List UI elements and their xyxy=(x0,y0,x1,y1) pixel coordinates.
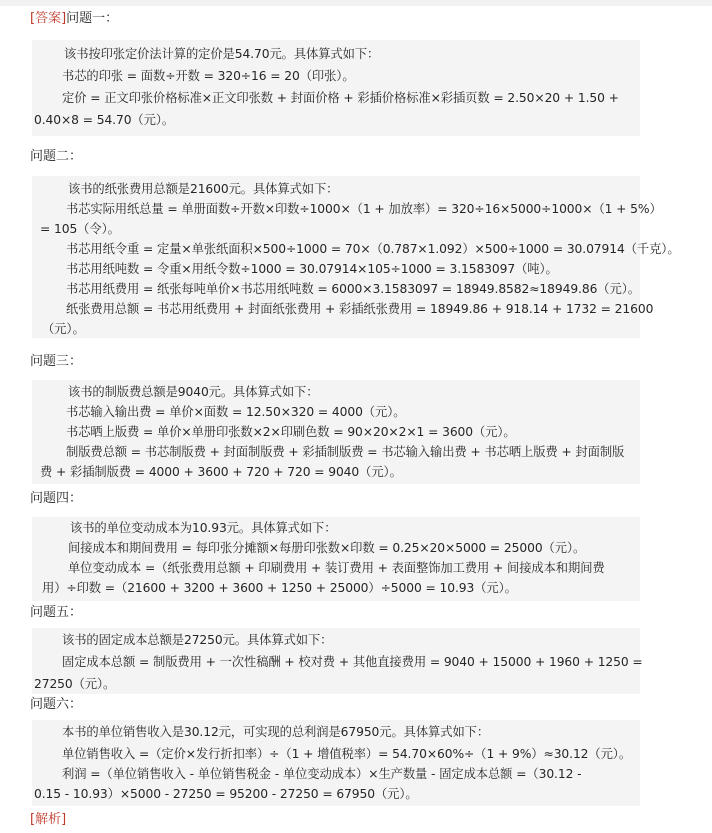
top-rule xyxy=(0,0,712,6)
q5-line-1: 该书的固定成本总额是27250元。具体算式如下： xyxy=(62,633,333,647)
q1-line-2: 书芯的印张 = 面数÷开数 = 320÷16 = 20（印张）。 xyxy=(62,69,355,83)
q2-line-1: 该书的纸张费用总额是21600元。具体算式如下： xyxy=(68,182,339,196)
q6-line-3: 利润 =（单位销售收入 - 单位销售税金 - 单位变动成本）×生产数量 - 固定成本总额 =（30.12 - xyxy=(62,767,582,781)
answer-header xyxy=(30,11,118,27)
q2-line-7: 纸张费用总额 = 书芯用纸费用 + 封面纸张费用 + 彩插纸张费用 = 18949.86 + 918.14 + 1732 = 21600 xyxy=(66,302,654,316)
question-4-title: 问题四： xyxy=(30,491,83,506)
analysis-header xyxy=(30,812,66,828)
q2-line-2: 书芯实际用纸总量 = 单册面数÷开数×印数÷1000×（1 + 加放率）= 320÷16×5000÷1000×（1 + 5%） xyxy=(66,202,662,216)
q2-line-6: 书芯用纸费用 = 纸张每吨单价×书芯用纸吨数 = 6000×3.1583097 = 18949.8582≈18949.86（元）。 xyxy=(66,282,640,296)
q1-line-1: 该书按印张定价法计算的定价是54.70元。具体算式如下： xyxy=(64,47,380,61)
answer-block-6 xyxy=(32,720,640,806)
question-2-title: 问题二： xyxy=(30,149,83,164)
question-5-title: 问题五： xyxy=(30,605,83,620)
q2-line-8: （元）。 xyxy=(42,322,85,336)
question-1-title: 问题一： xyxy=(66,11,119,26)
q3-line-4: 制版费总额 = 书芯制版费 + 封面制版费 + 彩插制版费 = 书芯输入输出费 + 书芯晒上版费 + 封面制版 xyxy=(66,445,625,459)
q5-line-3: 27250（元）。 xyxy=(34,677,116,691)
answer-block-3 xyxy=(32,380,640,484)
analysis-tag: [解析] xyxy=(30,812,67,827)
question-3-title: 问题三： xyxy=(30,354,83,369)
q4-line-2: 间接成本和期间费用 = 每印张分摊额×每册印张数×印数 = 0.25×20×5000 = 25000（元）。 xyxy=(68,541,586,555)
q6-line-1: 本书的单位销售收入是30.12元，可实现的总利润是67950元。具体算式如下： xyxy=(62,725,490,739)
q4-line-3: 单位变动成本 =（纸张费用总额 + 印刷费用 + 装订费用 + 表面整饰加工费用 + 间接成本和期间费 xyxy=(68,561,605,575)
q1-line-3: 定价 = 正文印张价格标准×正文印张数 + 封面价格 + 彩插价格标准×彩插页数 = 2.50×20 + 1.50 + xyxy=(62,91,619,105)
q6-line-2: 单位销售收入 =（定价×发行折扣率）÷（1 + 增值税率）= 54.70×60%÷（1 + 9%）≈30.12（元）。 xyxy=(62,747,632,761)
q4-line-1: 该书的单位变动成本为10.93元。具体算式如下： xyxy=(70,521,337,535)
q4-line-4: 用）÷印数 =（21600 + 3200 + 3600 + 1250 + 25000）÷5000 = 10.93（元）。 xyxy=(42,581,517,595)
q5-line-2: 固定成本总额 = 制版费用 + 一次性稿酬 + 校对费 + 其他直接费用 = 9040 + 15000 + 1960 + 1250 = xyxy=(62,655,643,669)
question-6-title: 问题六： xyxy=(30,697,83,712)
q3-line-3: 书芯晒上版费 = 单价×单册印张数×2×印刷色数 = 90×20×2×1 = 3600（元）。 xyxy=(66,425,516,439)
q2-line-4: 书芯用纸令重 = 定量×单张纸面积×500÷1000 = 70×（0.787×1.092）×500÷1000 = 30.07914（千克）。 xyxy=(66,242,680,256)
answer-block-5 xyxy=(32,628,643,694)
q3-line-5: 费 + 彩插制版费 = 4000 + 3600 + 720 + 720 = 9040（元）。 xyxy=(40,465,402,479)
q2-line-5: 书芯用纸吨数 = 令重×用纸令数÷1000 = 30.07914×105÷1000 = 3.1583097（吨）。 xyxy=(66,262,558,276)
q1-line-4: 0.40×8 = 54.70（元）。 xyxy=(34,113,175,127)
q6-line-4: 0.15 - 10.93）×5000 - 27250 = 95200 - 27250 = 67950（元）。 xyxy=(34,787,418,801)
answer-block-4 xyxy=(32,517,640,601)
q3-line-1: 该书的制版费总额是9040元。具体算式如下： xyxy=(68,385,319,399)
q3-line-2: 书芯输入输出费 = 单价×面数 = 12.50×320 = 4000（元）。 xyxy=(66,405,406,419)
q2-line-3: = 105（令）。 xyxy=(40,222,120,236)
answer-tag: [答案] xyxy=(30,11,67,26)
answer-block-1 xyxy=(32,40,640,136)
answer-block-2 xyxy=(32,176,680,338)
